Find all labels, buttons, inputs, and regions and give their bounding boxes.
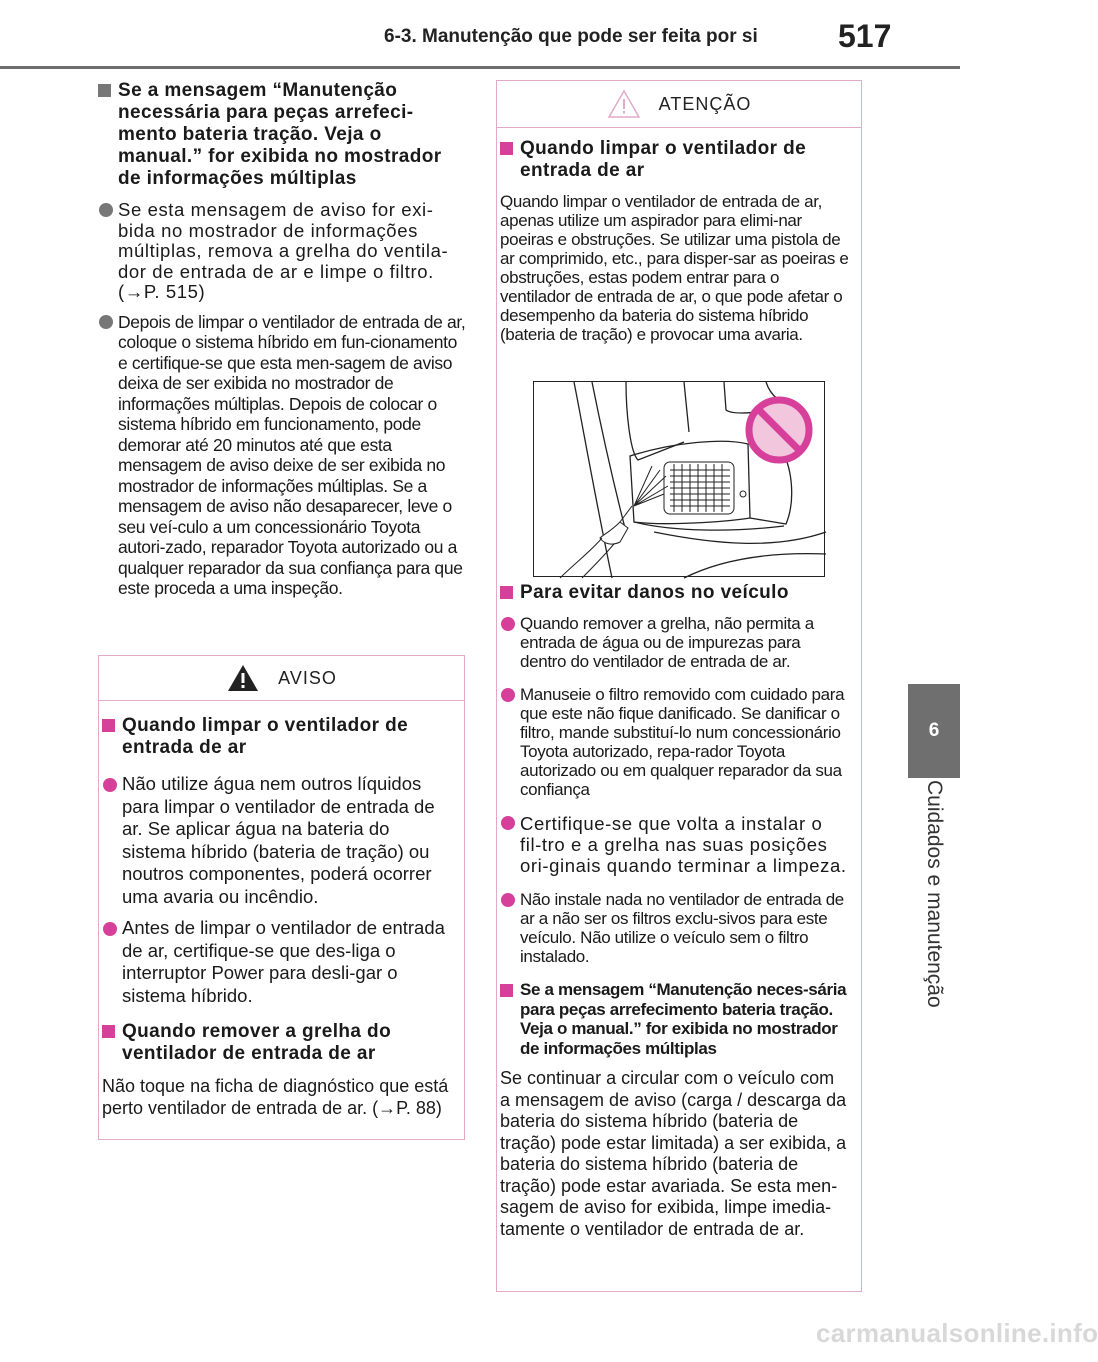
aviso-label: AVISO <box>278 667 337 688</box>
section-heading-text: Se a mensagem “Manutenção necessária para peças arrefeci-mento bateria tração. Veja o manual.” for exibida no mostrador de informações múltiplas <box>118 80 442 189</box>
list-item-text: Depois de limpar o ventilador de entrada de ar, coloque o sistema híbrido em fun-cionamento e certifique-se que esta men-sagem de aviso deixa de ser exibida no mostrador de informações múltiplas. Depois de colocar o sistema híbrido em funcionamento, pode demorar até 20 minutos até que esta mensagem de aviso deixe de ser exibida no mostrador de informações múltiplas. Se a mensagem de aviso não desaparecer, leve o seu veí-culo a um concessionário Toyota autori-zado, reparador Toyota autorizado ou a qualquer reparador da sua confiança para que este proceda a uma inspeção. <box>118 311 466 598</box>
round-bullet-icon <box>103 778 117 792</box>
round-bullet-icon <box>501 816 515 830</box>
box-heading <box>500 980 849 1058</box>
list-item <box>98 312 466 599</box>
box-heading-text: Se a mensagem “Manutenção neces-sária para peças arrefecimento bateria tração. Veja o manual.” for exibida no mostrador de informações múltiplas <box>520 980 847 1058</box>
square-bullet-icon <box>500 142 513 155</box>
watermark: carmanualsonline.info <box>816 1318 1098 1348</box>
square-bullet-icon <box>102 719 115 732</box>
atencao-header <box>497 81 861 128</box>
air-intake-cleaning-illustration <box>533 381 825 577</box>
box-heading-text: Quando limpar o ventilador de entrada de ar <box>122 715 409 758</box>
list-item <box>500 614 849 671</box>
square-bullet-icon <box>500 586 513 599</box>
round-bullet-icon <box>501 617 515 631</box>
aviso-header <box>99 656 464 701</box>
box-heading <box>500 138 849 182</box>
list-item-text: Manuseie o filtro removido com cuidado para que este não fique danificado. Se danificar o filtro, mande substituí-lo num concessionário Toyota autorizado, repa-rador Toyota autorizado ou em qualquer reparador da sua confiança <box>520 685 845 799</box>
caution-icon <box>607 89 641 119</box>
list-item <box>98 200 466 303</box>
box-paragraph: Não toque na ficha de diagnóstico que está perto ventilador de entrada de ar. (→P. 88) <box>102 1076 449 1118</box>
box-heading <box>102 1021 452 1065</box>
page-number: 517 <box>838 18 892 54</box>
list-item <box>500 685 849 799</box>
atencao-label: ATENÇÃO <box>658 93 752 114</box>
atencao-box <box>496 80 862 1292</box>
header-rule <box>0 66 960 69</box>
round-bullet-icon <box>99 203 113 217</box>
chapter-number: 6 <box>928 720 940 741</box>
left-column <box>98 80 466 608</box>
list-item-text: Não instale nada no ventilador de entrada de ar a não ser os filtros exclu-sivos para este veículo. Não utilize o veículo sem o filtro instalado. <box>520 890 844 966</box>
list-item-text: Antes de limpar o ventilador de entrada de ar, certifique-se que des-liga o interruptor Power para desli-gar o sistema híbrido. <box>122 917 445 1006</box>
box-paragraph: Quando limpar o ventilador de entrada de ar, apenas utilize um aspirador para elimi-nar poeiras e obstruções. Se utilizar uma pistola de ar comprimido, etc., para disper-sar as poeiras e obstruções, estas podem entrar para o ventilador de entrada de ar, o que pode afetar o desempenho da bateria do sistema híbrido (bateria de tração) e provocar uma avaria. <box>500 192 849 344</box>
round-bullet-icon <box>501 893 515 907</box>
round-bullet-icon <box>501 688 515 702</box>
square-bullet-icon <box>98 84 111 97</box>
section-heading <box>98 80 466 190</box>
list-item-text: Certifique-se que volta a instalar o fil-tro e a grelha nas suas posições ori-ginais quando terminar a limpeza. <box>520 813 847 876</box>
round-bullet-icon <box>99 315 113 329</box>
list-item-text: Se esta mensagem de aviso for exi-bida no mostrador de informações múltiplas, remova a grelha do ventila-dor de entrada de ar e limpe o filtro. (→P. 515) <box>118 199 449 302</box>
section-title: 6-3. Manutenção que pode ser feita por si <box>384 26 758 47</box>
list-item <box>500 890 849 966</box>
box-paragraph: Se continuar a circular com o veículo com a mensagem de aviso (carga / descarga da bateria do sistema híbrido (bateria de tração) pode estar limitada) a ser exibida, a bateria do sistema híbrido (bateria de tração) pode estar avariada. Se esta men-sagem de aviso for exibida, limpe imedia-tamente o ventilador de entrada de ar. <box>500 1068 847 1239</box>
box-heading <box>102 715 452 759</box>
list-item <box>500 813 849 876</box>
warning-icon <box>226 663 260 693</box>
square-bullet-icon <box>500 984 513 997</box>
box-heading <box>500 582 849 604</box>
aviso-box <box>98 655 465 1140</box>
round-bullet-icon <box>103 922 117 936</box>
chapter-label-text: Cuidados e manutenção <box>923 780 946 1008</box>
box-heading-text: Quando limpar o ventilador de entrada de ar <box>520 138 807 181</box>
chapter-tab[interactable] <box>908 684 960 778</box>
square-bullet-icon <box>102 1025 115 1038</box>
list-item <box>102 773 452 908</box>
list-item-text: Não utilize água nem outros líquidos para limpar o ventilador de entrada de ar. Se aplicar água na bateria do sistema híbrido (bateria de tração) ou noutros componentes, poderá ocorrer uma avaria ou incêndio. <box>122 773 435 907</box>
box-heading-text: Para evitar danos no veículo <box>520 582 789 603</box>
list-item <box>102 917 452 1007</box>
box-heading-text: Quando remover a grelha do ventilador de entrada de ar <box>122 1021 392 1064</box>
list-item-text: Quando remover a grelha, não permita a entrada de água ou de impurezas para dentro do ventilador de entrada de ar. <box>520 614 814 671</box>
